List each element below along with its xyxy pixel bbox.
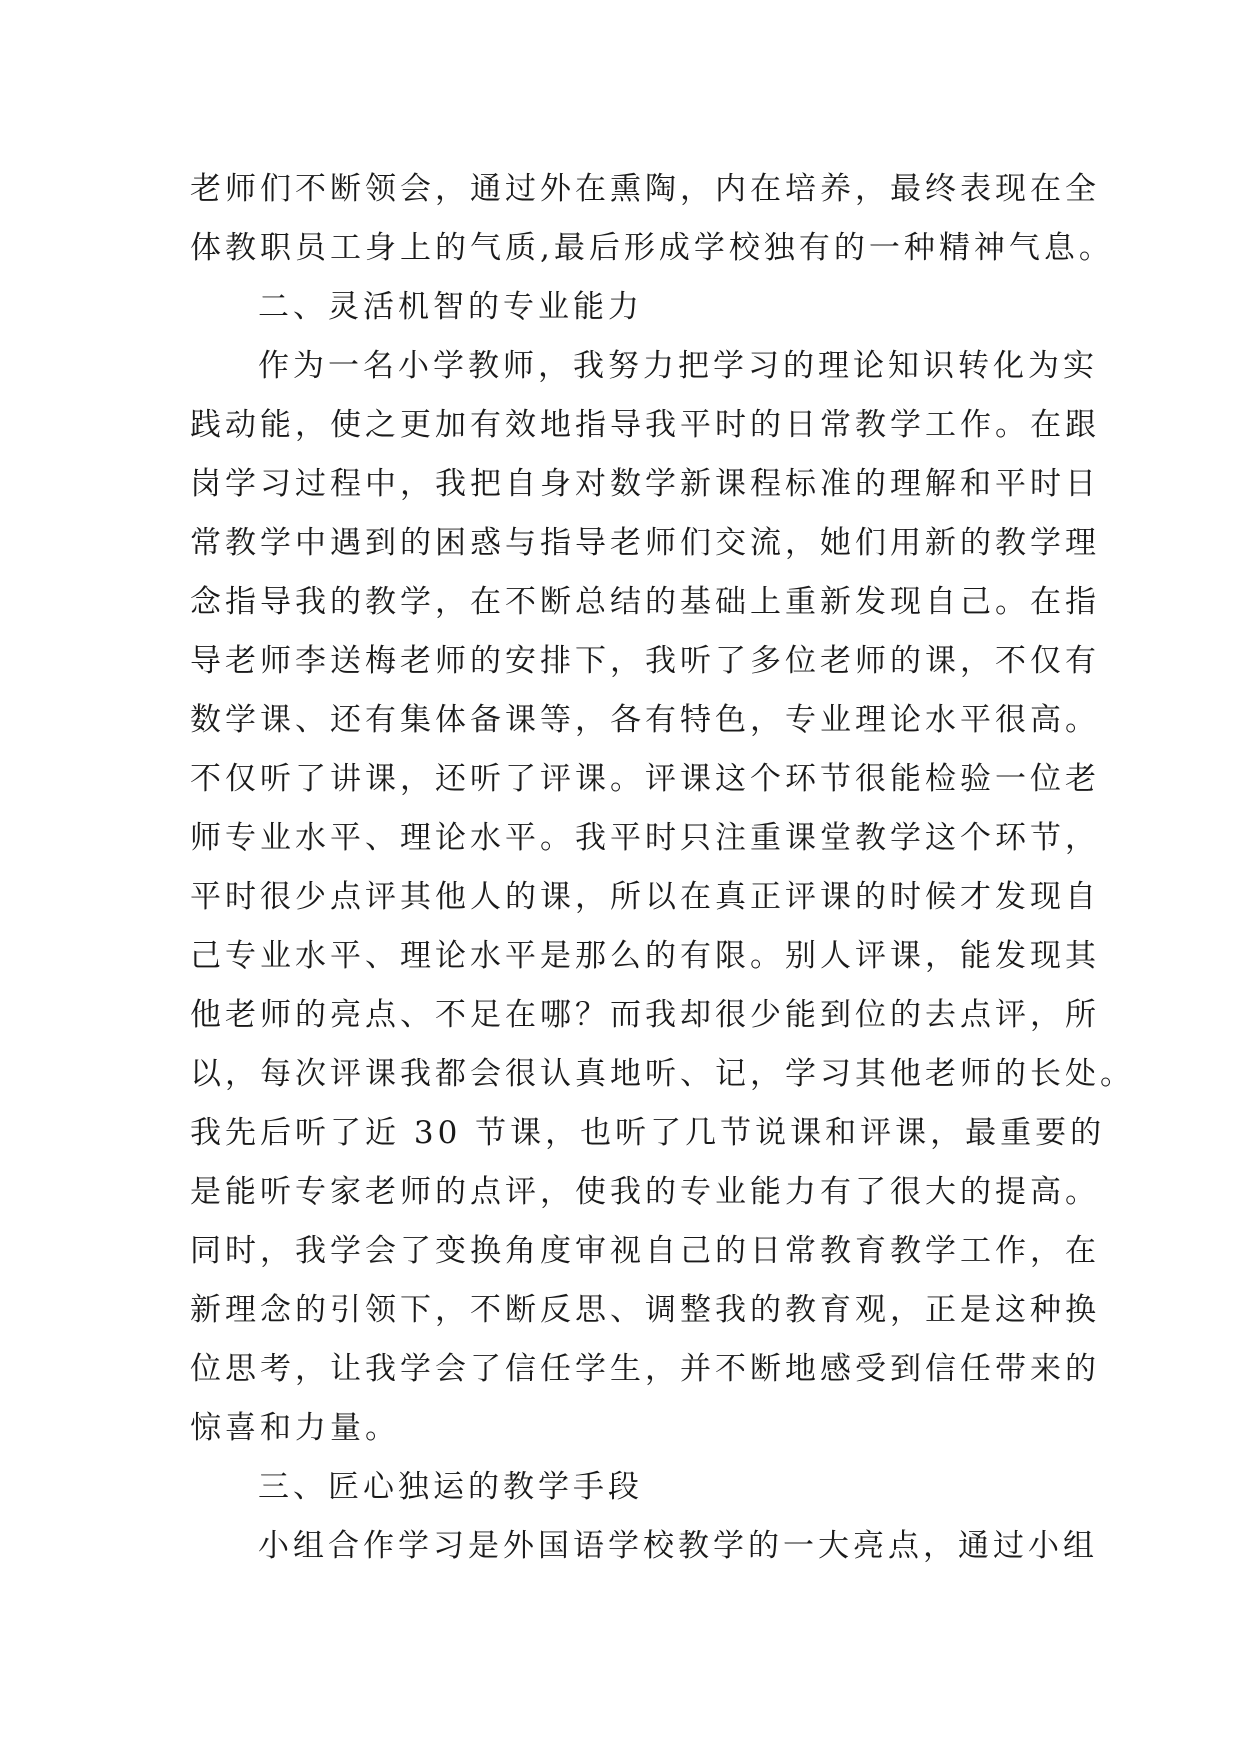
text-line: 导老师李送梅老师的安排下，我听了多位老师的课，不仅有 [190,643,1100,679]
text-line: 位思考，让我学会了信任学生，并不断地感受到信任带来的 [190,1351,1100,1387]
text-line: 是能听专家老师的点评，使我的专业能力有了很大的提高。 [190,1174,1100,1210]
text-line: 以，每次评课我都会很认真地听、记，学习其他老师的长处。 [190,1056,1135,1092]
text-line: 平时很少点评其他人的课，所以在真正评课的时候才发现自 [190,879,1100,915]
text-line: 数学课、还有集体备课等，各有特色，专业理论水平很高。 [190,702,1100,738]
text-line: 师专业水平、理论水平。我平时只注重课堂教学这个环节， [190,820,1100,856]
text-line: 岗学习过程中，我把自身对数学新课程标准的理解和平时日 [190,466,1100,502]
text-line: 己专业水平、理论水平是那么的有限。别人评课，能发现其 [190,938,1100,974]
text-line: 新理念的引领下，不断反思、调整我的教育观，正是这种换 [190,1292,1100,1328]
text-line: 惊喜和力量。 [190,1410,400,1446]
text-line: 不仅听了讲课，还听了评课。评课这个环节很能检验一位老 [190,761,1100,797]
text-line: 践动能，使之更加有效地指导我平时的日常教学工作。在跟 [190,407,1100,443]
document-body [190,160,1135,1576]
text-line: 同时，我学会了变换角度审视自己的日常教育教学工作，在 [190,1233,1100,1269]
text-line: 小组合作学习是外国语学校教学的一大亮点，通过小组 [258,1528,1098,1564]
text-line: 他老师的亮点、不足在哪？而我却很少能到位的去点评，所 [190,997,1100,1033]
section-heading: 三、匠心独运的教学手段 [258,1469,643,1505]
text-line: 老师们不断领会，通过外在熏陶，内在培养，最终表现在全 [190,171,1100,207]
text-line: 我先后听了近 30 节课，也听了几节说课和评课，最重要的 [190,1115,1106,1151]
text-line: 体教职员工身上的气质,最后形成学校独有的一种精神气息。 [190,230,1114,266]
text-line: 常教学中遇到的困惑与指导老师们交流，她们用新的教学理 [190,525,1100,561]
section-heading: 二、灵活机智的专业能力 [258,289,643,325]
text-line: 念指导我的教学，在不断总结的基础上重新发现自己。在指 [190,584,1100,620]
text-line: 作为一名小学教师，我努力把学习的理论知识转化为实 [258,348,1098,384]
